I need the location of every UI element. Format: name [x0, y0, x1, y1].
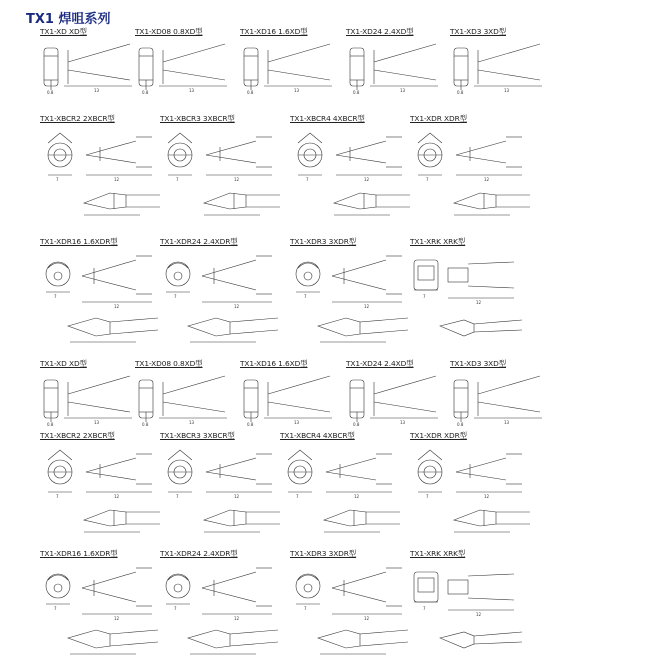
tip-drawing [160, 123, 284, 223]
svg-text:12: 12 [476, 300, 482, 305]
tip-drawing [450, 36, 546, 98]
svg-text:0.8: 0.8 [353, 90, 360, 95]
svg-text:13: 13 [294, 420, 300, 425]
tip-drawing [40, 558, 164, 658]
tip-model-label: TX1-XRK XRK型 [410, 549, 466, 558]
svg-text:7: 7 [426, 177, 429, 182]
tip-model-label: TX1-XD3 3XD型 [450, 359, 507, 368]
svg-text:7: 7 [304, 294, 307, 299]
svg-text:13: 13 [94, 88, 100, 93]
tip-drawing [410, 558, 534, 658]
tip-drawing [40, 246, 164, 346]
svg-text:7: 7 [176, 494, 179, 499]
svg-text:0.8: 0.8 [142, 422, 149, 427]
svg-text:12: 12 [484, 177, 490, 182]
tip-model-label: TX1-XDR3 3XDR型 [290, 237, 357, 246]
svg-text:7: 7 [56, 494, 59, 499]
svg-text:12: 12 [114, 304, 120, 309]
svg-text:7: 7 [176, 177, 179, 182]
svg-text:0.8: 0.8 [247, 90, 254, 95]
tip-model-label: TX1-XBCR4 4XBCR型 [280, 431, 355, 440]
svg-text:13: 13 [189, 420, 195, 425]
tip-model-label: TX1-XD XD型 [40, 27, 87, 36]
svg-text:12: 12 [114, 177, 120, 182]
tip-drawing [280, 440, 404, 540]
svg-text:13: 13 [504, 88, 510, 93]
tip-drawing [240, 368, 336, 430]
tip-model-label: TX1-XBCR4 4XBCR型 [290, 114, 365, 123]
tip-drawing [160, 558, 284, 658]
svg-text:7: 7 [174, 606, 177, 611]
svg-text:12: 12 [354, 494, 360, 499]
tip-model-label: TX1-XD08 0.8XD型 [135, 359, 203, 368]
tip-model-label: TX1-XD24 2.4XD型 [346, 27, 414, 36]
svg-text:13: 13 [504, 420, 510, 425]
svg-text:7: 7 [426, 494, 429, 499]
svg-text:7: 7 [174, 294, 177, 299]
tip-model-label: TX1-XD16 1.6XD型 [240, 27, 308, 36]
page-title: TX1 焊咀系列 [26, 12, 111, 27]
tip-drawing [135, 36, 231, 98]
tip-drawing [410, 440, 534, 540]
tip-drawing [450, 368, 546, 430]
svg-text:12: 12 [114, 616, 120, 621]
tip-drawing [40, 368, 136, 430]
svg-text:7: 7 [54, 294, 57, 299]
tip-model-label: TX1-XDR3 3XDR型 [290, 549, 357, 558]
svg-text:0.8: 0.8 [247, 422, 254, 427]
tip-model-label: TX1-XDR16 1.6XDR型 [40, 237, 118, 246]
svg-text:0.8: 0.8 [457, 90, 464, 95]
tip-model-label: TX1-XD XD型 [40, 359, 87, 368]
tip-model-label: TX1-XD3 3XD型 [450, 27, 507, 36]
tip-drawing [290, 246, 414, 346]
tip-model-label: TX1-XRK XRK型 [410, 237, 466, 246]
tip-drawing [135, 368, 231, 430]
tip-drawing [160, 246, 284, 346]
tip-drawing [40, 123, 164, 223]
svg-text:0.8: 0.8 [47, 90, 54, 95]
svg-text:13: 13 [189, 88, 195, 93]
svg-text:7: 7 [306, 177, 309, 182]
svg-text:12: 12 [484, 494, 490, 499]
tip-model-label: TX1-XBCR3 3XBCR型 [160, 431, 235, 440]
svg-text:7: 7 [56, 177, 59, 182]
tip-model-label: TX1-XDR24 2.4XDR型 [160, 549, 238, 558]
tip-drawing [346, 36, 442, 98]
svg-text:12: 12 [364, 616, 370, 621]
tip-drawing [290, 123, 414, 223]
svg-text:13: 13 [294, 88, 300, 93]
tip-model-label: TX1-XBCR2 2XBCR型 [40, 114, 115, 123]
svg-text:13: 13 [400, 420, 406, 425]
svg-text:7: 7 [304, 606, 307, 611]
tip-model-label: TX1-XDR XDR型 [410, 431, 467, 440]
svg-text:0.8: 0.8 [142, 90, 149, 95]
svg-text:12: 12 [234, 304, 240, 309]
svg-text:7: 7 [54, 606, 57, 611]
svg-text:12: 12 [364, 304, 370, 309]
svg-text:13: 13 [400, 88, 406, 93]
tip-model-label: TX1-XDR24 2.4XDR型 [160, 237, 238, 246]
svg-text:7: 7 [296, 494, 299, 499]
tip-model-label: TX1-XD16 1.6XD型 [240, 359, 308, 368]
tip-model-label: TX1-XD24 2.4XD型 [346, 359, 414, 368]
tip-drawing [290, 558, 414, 658]
svg-text:12: 12 [234, 494, 240, 499]
tip-model-label: TX1-XBCR2 2XBCR型 [40, 431, 115, 440]
svg-text:12: 12 [234, 616, 240, 621]
tip-drawing [160, 440, 284, 540]
svg-text:12: 12 [234, 177, 240, 182]
svg-text:12: 12 [476, 612, 482, 617]
tip-model-label: TX1-XBCR3 3XBCR型 [160, 114, 235, 123]
svg-text:0.8: 0.8 [457, 422, 464, 427]
svg-text:7: 7 [423, 606, 426, 611]
tip-drawing [240, 36, 336, 98]
tip-drawing [346, 368, 442, 430]
tip-drawing [40, 440, 164, 540]
svg-text:0.8: 0.8 [353, 422, 360, 427]
tip-model-label: TX1-XD08 0.8XD型 [135, 27, 203, 36]
tip-drawing [410, 246, 534, 346]
tip-drawing [40, 36, 136, 98]
svg-text:0.8: 0.8 [47, 422, 54, 427]
svg-text:12: 12 [114, 494, 120, 499]
tip-model-label: TX1-XDR16 1.6XDR型 [40, 549, 118, 558]
tip-model-label: TX1-XDR XDR型 [410, 114, 467, 123]
svg-text:13: 13 [94, 420, 100, 425]
tip-drawing [410, 123, 534, 223]
svg-text:12: 12 [364, 177, 370, 182]
svg-text:7: 7 [423, 294, 426, 299]
